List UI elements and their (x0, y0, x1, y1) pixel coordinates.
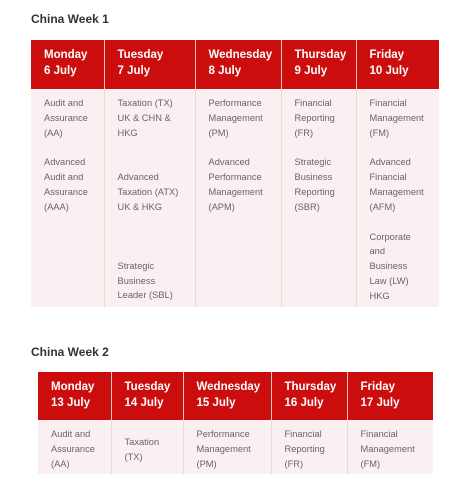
course-entry: Financial Management (FM) (360, 429, 415, 469)
week1-header-row (31, 40, 439, 89)
week1-cell-wednesday (195, 89, 281, 307)
day-date: 13 July (51, 397, 90, 409)
course-entry: Taxation (TX) UK & CHN & HKG (117, 98, 173, 138)
course-entry: Financial Reporting (FR) (284, 429, 325, 469)
course-entry: Strategic Business Leader (SBL) (117, 260, 173, 301)
week2-courses-row (38, 420, 433, 474)
day-name: Monday (51, 381, 95, 393)
day-name: Wednesday (208, 49, 273, 61)
day-date: 6 July (44, 65, 77, 77)
course-entry: Advanced Performance Management (APM) (208, 157, 263, 212)
week1-header-monday (31, 40, 104, 89)
week2-cell-friday (347, 420, 433, 474)
course-entry: Advanced Financial Management (AFM) (369, 157, 424, 212)
week1-timetable (31, 40, 439, 307)
day-name: Tuesday (124, 381, 171, 393)
day-date: 10 July (369, 65, 409, 77)
week1-title: China Week 1 (31, 12, 109, 26)
week1-cell-thursday (281, 89, 356, 307)
week2-title: China Week 2 (31, 345, 109, 359)
day-name: Thursday (294, 49, 347, 61)
week2-header-wednesday (183, 372, 271, 420)
week1-header-friday (356, 40, 439, 89)
day-name: Tuesday (117, 49, 164, 61)
week1-cell-tuesday (104, 89, 195, 307)
week1-cell-friday (356, 89, 439, 307)
week1-header-tuesday (104, 40, 195, 89)
week1-header-thursday (281, 40, 356, 89)
day-name: Thursday (284, 381, 337, 393)
week2-cell-monday (38, 420, 111, 474)
course-entry: Audit and Assurance (AA) (44, 98, 88, 138)
course-entry: Financial Management (FM) (369, 98, 424, 138)
week1-cell-monday (31, 89, 104, 307)
course-entry: Taxation (TX) (124, 437, 160, 462)
week1-header-wednesday (195, 40, 281, 89)
week2-header-friday (347, 372, 433, 420)
course-entry: Performance Management (PM) (196, 429, 251, 469)
day-name: Monday (44, 49, 88, 61)
day-date: 15 July (196, 397, 236, 409)
day-date: 9 July (294, 65, 328, 77)
day-name: Friday (360, 381, 396, 393)
week2-cell-tuesday (111, 420, 183, 474)
course-entry: Performance Management (PM) (208, 98, 263, 138)
course-entry: Corporate and Business Law (LW) HKG (369, 231, 411, 301)
day-name: Wednesday (196, 381, 261, 393)
week2-header-tuesday (111, 372, 183, 420)
week2-cell-wednesday (183, 420, 271, 474)
week2-header-thursday (271, 372, 347, 420)
course-entry: Audit and Assurance (AA) (51, 429, 95, 469)
week2-header-row (38, 372, 433, 420)
course-entry: Advanced Audit and Assurance (AAA) (44, 157, 88, 212)
course-entry: Financial Reporting (FR) (294, 98, 335, 138)
day-date: 8 July (208, 65, 242, 77)
day-name: Friday (369, 49, 405, 61)
week2-header-monday (38, 372, 111, 420)
week2-timetable (38, 372, 433, 474)
week1-courses-row (31, 89, 439, 307)
day-date: 16 July (284, 397, 324, 409)
day-date: 7 July (117, 65, 151, 77)
day-date: 17 July (360, 397, 400, 409)
course-entry: Strategic Business Reporting (SBR) (294, 157, 335, 212)
day-date: 14 July (124, 397, 164, 409)
week2-cell-thursday (271, 420, 347, 474)
course-entry: Advanced Taxation (ATX) UK & HKG (117, 172, 179, 212)
